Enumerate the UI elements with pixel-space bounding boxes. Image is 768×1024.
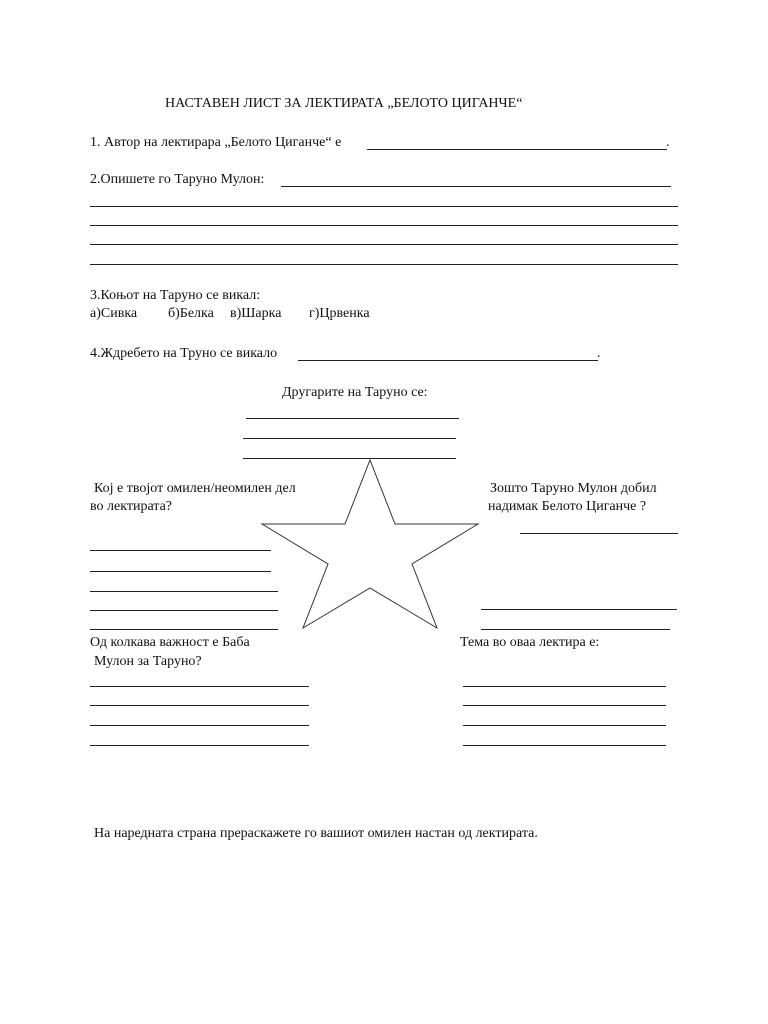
grandma-line-3[interactable] [90,745,309,746]
favorite-line-0[interactable] [90,550,271,551]
option-c[interactable]: в)Шарка [230,306,282,321]
footer-instruction: На наредната страна прераскажете го вашиот омилен настан од лектирата. [94,826,538,841]
nickname-question-line2: надимак Белото Циганче ? [488,499,647,514]
favorite-line-3[interactable] [90,610,278,611]
theme-line-3[interactable] [463,745,666,746]
grandma-question-line1: Од колкава важност е Баба [90,635,250,650]
nickname-line-1[interactable] [481,609,677,610]
nickname-line-2[interactable] [481,629,670,630]
theme-line-1[interactable] [463,705,666,706]
question-3-text: 3.Коњот на Таруно се викал: [90,288,261,303]
theme-label: Тема во оваа лектира е: [460,635,600,650]
nickname-question-line1: Зошто Таруно Мулон добил [490,481,657,496]
favorite-line-2[interactable] [90,591,278,592]
question-1-text: 1. Автор на лектирара „Белото Циганче“ е [90,135,342,150]
favorite-line-4[interactable] [90,629,278,630]
option-a[interactable]: а)Сивка [90,306,138,321]
question-4-end: . [597,346,601,361]
favorite-question-line2: во лектирата? [90,499,173,514]
page-title: НАСТАВЕН ЛИСТ ЗА ЛЕКТИРАТА „БЕЛОТО ЦИГАНЧЕ“ [165,96,523,111]
theme-line-2[interactable] [463,725,666,726]
favorite-line-1[interactable] [90,571,271,572]
friends-label: Другарите на Таруно се: [282,385,428,400]
question-4-text: 4.Ждребето на Труно се викало [90,346,278,361]
option-b[interactable]: б)Белка [168,306,214,321]
option-d[interactable]: г)Црвенка [309,306,370,321]
question-2-text: 2.Опишете го Таруно Мулон: [90,172,265,187]
question-1-end: . [666,135,670,150]
grandma-line-0[interactable] [90,686,309,687]
grandma-question-line2: Мулон за Таруно? [94,654,202,669]
theme-line-0[interactable] [463,686,666,687]
nickname-line-0[interactable] [520,533,678,534]
grandma-line-2[interactable] [90,725,309,726]
grandma-line-1[interactable] [90,705,309,706]
favorite-question-line1: Кој е твојот омилен/неомилен дел [94,481,296,496]
